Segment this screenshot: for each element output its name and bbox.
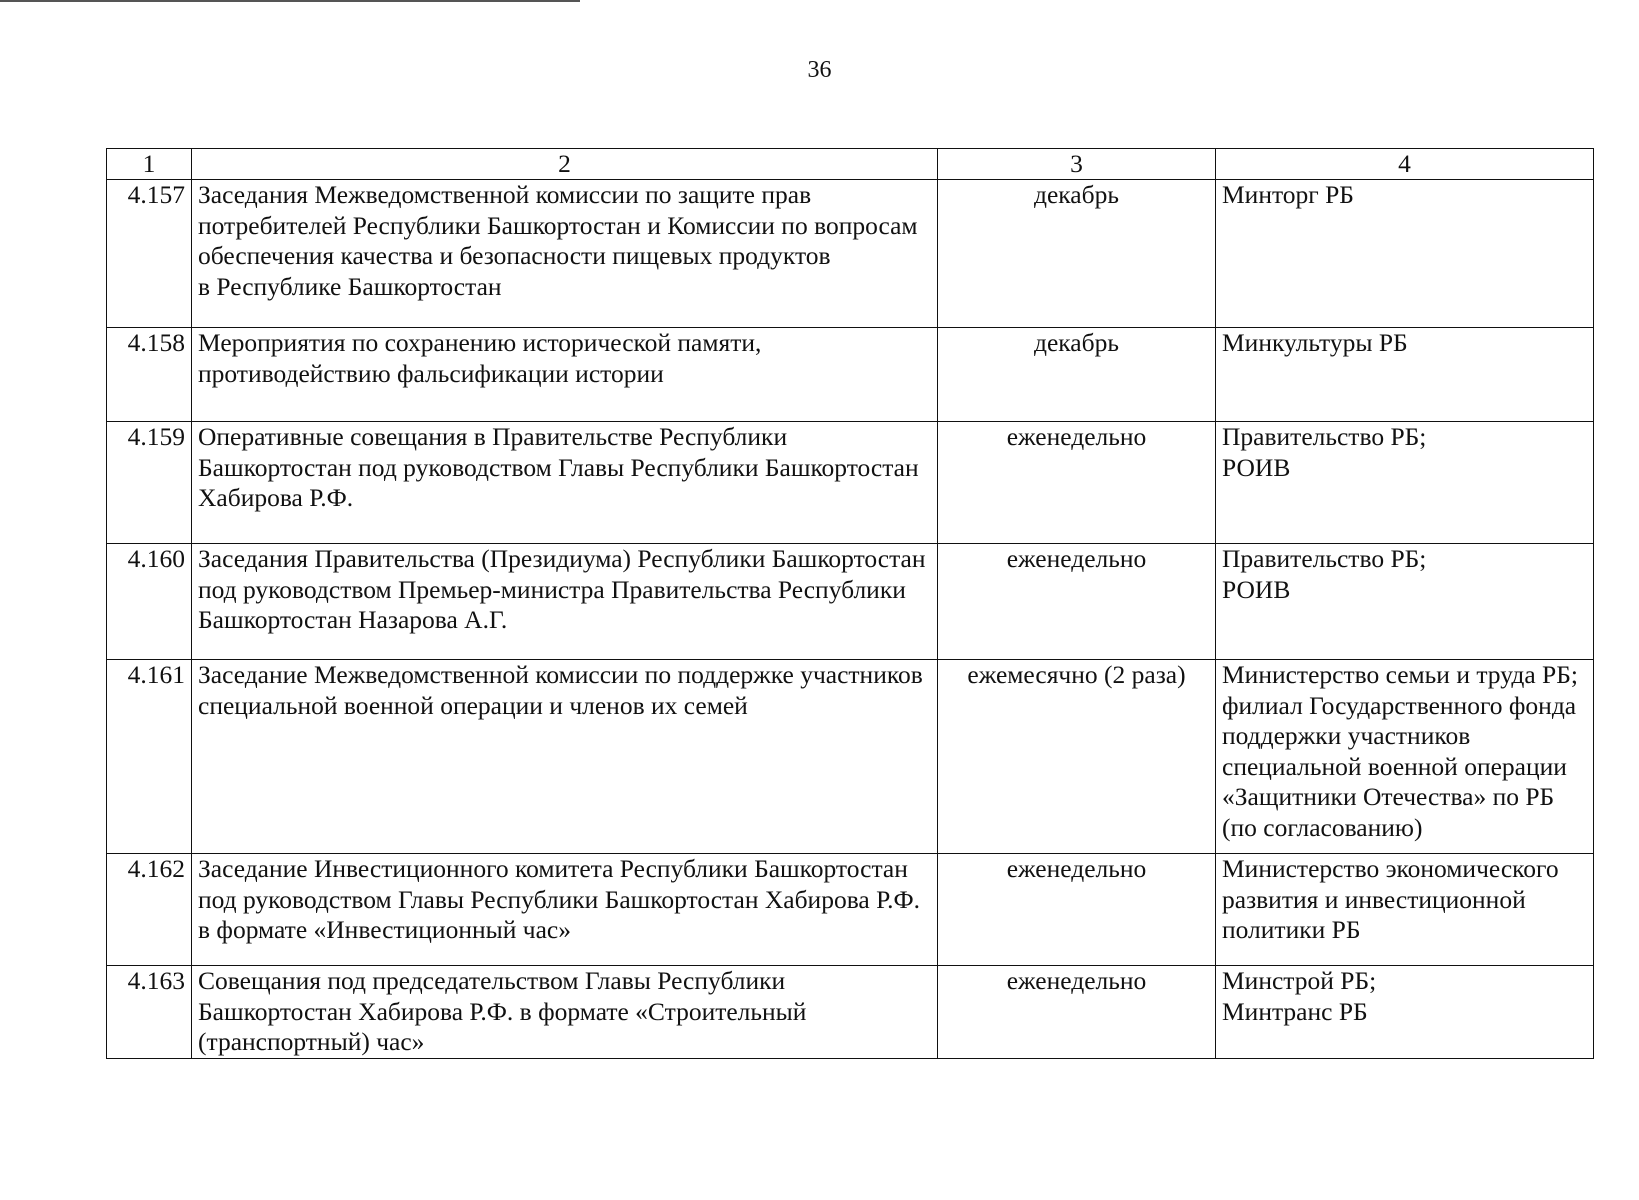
- plan-table: [106, 148, 1594, 1059]
- item-number: 4.160: [107, 544, 192, 660]
- responsible-line: Министерство экономического: [1222, 854, 1559, 883]
- responsible-line: специальной военной операции: [1222, 751, 1567, 781]
- event-term: еженедельно: [938, 966, 1216, 1059]
- responsible-line: Минторг РБ: [1222, 180, 1354, 209]
- description-line: Заседания Правительства (Президиума) Республики Башкортостан: [198, 544, 926, 573]
- description-line: Заседание Инвестиционного комитета Республики Башкортостан: [198, 854, 908, 883]
- responsible-party: [1216, 660, 1594, 854]
- responsible-line: Правительство РБ;: [1222, 422, 1427, 451]
- responsible-line: поддержки участников: [1222, 721, 1471, 750]
- table-row: [107, 854, 1594, 966]
- description-line: Оперативные совещания в Правительстве Республики: [198, 422, 788, 451]
- responsible-party: [1216, 854, 1594, 966]
- column-header: 4: [1216, 149, 1594, 180]
- responsible-party: [1216, 422, 1594, 544]
- responsible-line: РОИВ: [1222, 574, 1291, 604]
- description-line: потребителей Республики Башкортостан и Комиссии по вопросам: [198, 210, 918, 240]
- responsible-line: (по согласованию): [1222, 812, 1423, 842]
- event-description: [192, 854, 938, 966]
- event-description: [192, 328, 938, 422]
- responsible-line: Минкультуры РБ: [1222, 328, 1408, 357]
- event-term: декабрь: [938, 328, 1216, 422]
- item-number: 4.163: [107, 966, 192, 1059]
- event-term: декабрь: [938, 180, 1216, 328]
- responsible-line: Министерство семьи и труда РБ;: [1222, 660, 1578, 689]
- table-row: [107, 966, 1594, 1059]
- table-row: [107, 422, 1594, 544]
- item-number: 4.161: [107, 660, 192, 854]
- description-line: под руководством Премьер-министра Правительства Республики: [198, 574, 906, 604]
- responsible-party: [1216, 328, 1594, 422]
- description-line: Заседание Межведомственной комиссии по поддержке участников: [198, 660, 923, 689]
- responsible-party: [1216, 966, 1594, 1059]
- responsible-line: политики РБ: [1222, 915, 1361, 944]
- description-line: в формате «Инвестиционный час»: [198, 915, 571, 944]
- description-line: под руководством Главы Республики Башкортостан Хабирова Р.Ф.: [198, 884, 920, 914]
- event-term: еженедельно: [938, 544, 1216, 660]
- responsible-line: РОИВ: [1222, 452, 1291, 482]
- description-line: противодействию фальсификации истории: [198, 358, 664, 388]
- description-line: Совещания под председательством Главы Республики: [198, 966, 786, 995]
- page-number: 36: [807, 57, 832, 83]
- item-number: 4.157: [107, 180, 192, 328]
- column-header: 2: [192, 149, 938, 180]
- event-description: [192, 966, 938, 1059]
- table-row: [107, 660, 1594, 854]
- description-line: специальной военной операции и членов их семей: [198, 690, 748, 720]
- event-description: [192, 660, 938, 854]
- item-number: 4.159: [107, 422, 192, 544]
- column-header: 1: [107, 149, 192, 180]
- description-line: обеспечения качества и безопасности пищевых продуктов: [198, 241, 831, 270]
- header-row: [107, 149, 1594, 180]
- description-line: Хабирова Р.Ф.: [198, 483, 354, 512]
- table-row: [107, 544, 1594, 660]
- item-number: 4.158: [107, 328, 192, 422]
- event-description: [192, 422, 938, 544]
- event-description: [192, 180, 938, 328]
- responsible-party: [1216, 180, 1594, 328]
- responsible-line: Минтранс РБ: [1222, 996, 1368, 1026]
- column-header: 3: [938, 149, 1216, 180]
- event-term: еженедельно: [938, 422, 1216, 544]
- description-line: (транспортный) час»: [198, 1027, 425, 1056]
- table-row: [107, 180, 1594, 328]
- item-number: 4.162: [107, 854, 192, 966]
- responsible-line: развития и инвестиционной: [1222, 884, 1526, 914]
- responsible-line: Правительство РБ;: [1222, 544, 1427, 573]
- event-description: [192, 544, 938, 660]
- responsible-party: [1216, 544, 1594, 660]
- description-line: Башкортостан под руководством Главы Республики Башкортостан: [198, 452, 919, 482]
- description-line: Башкортостан Назарова А.Г.: [198, 605, 508, 634]
- description-line: в Республике Башкортостан: [198, 271, 502, 301]
- event-term: еженедельно: [938, 854, 1216, 966]
- responsible-line: «Защитники Отечества» по РБ: [1222, 782, 1555, 811]
- table-row: [107, 328, 1594, 422]
- description-line: Башкортостан Хабирова Р.Ф. в формате «Строительный: [198, 996, 807, 1026]
- event-term: ежемесячно (2 раза): [938, 660, 1216, 854]
- table-body: [107, 180, 1594, 1059]
- responsible-line: Минстрой РБ;: [1222, 966, 1377, 995]
- top-rule: [0, 0, 580, 2]
- responsible-line: филиал Государственного фонда: [1222, 690, 1577, 720]
- description-line: Мероприятия по сохранению исторической памяти,: [198, 328, 762, 357]
- description-line: Заседания Межведомственной комиссии по защите прав: [198, 180, 812, 209]
